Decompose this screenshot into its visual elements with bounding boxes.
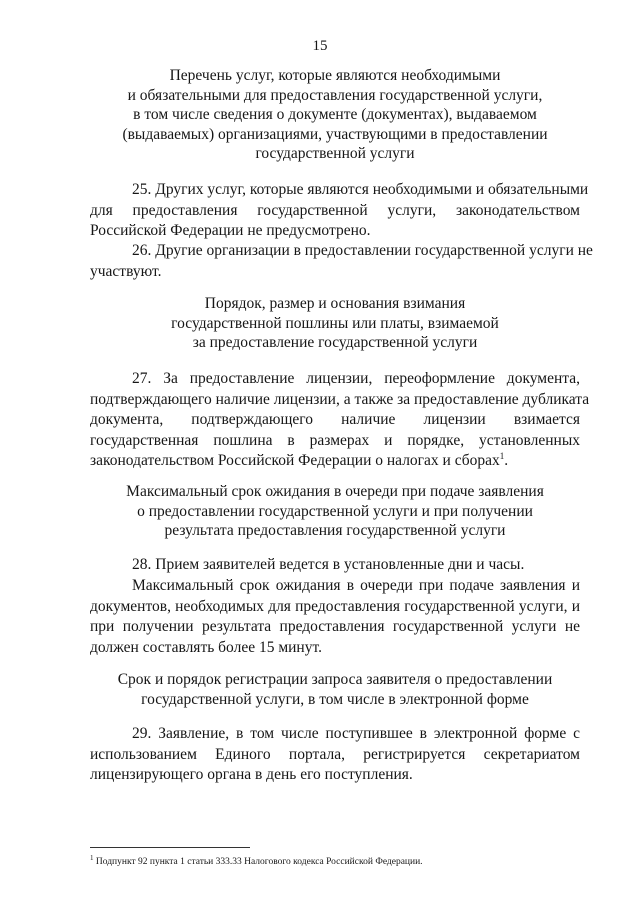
heading-line: государственной услуги: [255, 145, 415, 163]
paragraph-line: 27. За предоставление лицензии, переоформление документа,: [132, 370, 580, 387]
paragraph-line: Максимальный срок ожидания в очереди при подаче заявления и: [132, 577, 580, 594]
heading-queue: [90, 482, 580, 541]
paragraph-line: для предоставления государственной услуги, законодательством: [90, 201, 580, 219]
heading-line: в том числе сведения о документе (документах), выдаваемом: [133, 106, 537, 124]
paragraph-line: 26. Другие организации в предоставлении государственной услуги не: [132, 242, 593, 259]
paragraph-line: государственная пошлина в размерах и порядке, установленных: [90, 431, 580, 449]
heading-line: о предоставлении государственной услуги и при получении: [137, 502, 533, 520]
heading-line: Порядок, размер и основания взимания: [204, 295, 466, 312]
paragraph-28-continued: [90, 576, 580, 658]
heading-line: государственной пошлины или платы, взимаемой: [171, 314, 499, 332]
paragraph-27: [90, 369, 590, 472]
footnote-mark: 1: [90, 854, 94, 862]
footnote-reference[interactable]: 1: [499, 450, 505, 461]
paragraph-line: использованием Единого портала, регистрируется секретариатом: [90, 745, 580, 763]
heading-line: результата предоставления государственной услуги: [164, 522, 506, 540]
paragraph-line: документа, подтверждающего наличие лицензии взимается: [90, 411, 580, 428]
paragraph-line: должен составлять более 15 минут.: [90, 638, 322, 656]
paragraph-29: [90, 724, 580, 786]
paragraph-line: лицензирующего органа в день его поступления.: [90, 766, 413, 783]
heading-line: (выдаваемых) организациями, участвующими в предоставлении: [122, 125, 548, 143]
heading-line: за предоставление государственной услуги: [192, 334, 478, 352]
paragraph-line: 29. Заявление, в том числе поступившее в электронной форме с: [132, 725, 580, 742]
footnote: [90, 852, 590, 868]
paragraph-line: участвуют.: [90, 262, 162, 280]
heading-line: и обязательными для предоставления государственной услуги,: [127, 86, 543, 104]
heading-registration: [90, 670, 580, 709]
paragraph-line: 25. Других услуг, которые являются необходимыми и обязательными: [132, 181, 589, 198]
paragraph-line: 28. Прием заявителей ведется в установленные дни и часы.: [132, 556, 525, 573]
paragraph-28: [90, 555, 580, 576]
heading-line: государственной услуги, в том числе в электронной форме: [141, 690, 529, 708]
paragraph-line: документов, необходимых для предоставления государственной услуги, и: [90, 597, 580, 615]
heading-line: Срок и порядок регистрации запроса заявителя о предоставлении: [117, 671, 553, 688]
paragraph-line: при получении результата предоставления государственной услуги не: [90, 618, 580, 635]
paragraph-line: подтверждающего наличие лицензии, а также за предоставление дубликата: [90, 390, 590, 408]
heading-fee: [90, 294, 580, 353]
paragraph-26: [90, 241, 593, 282]
paragraph-line-text: законодательством Российской Федерации о налогах и сборах: [90, 452, 500, 469]
heading-line: Максимальный срок ожидания в очереди при подаче заявления: [126, 483, 544, 500]
paragraph-last-line: законодательством Российской Федерации о налогах и сборах$^1$.: [90, 450, 509, 469]
heading-line: Перечень услуг, которые являются необходимыми: [169, 67, 501, 84]
footnote-divider: [90, 847, 250, 848]
footnote-text: Подпункт 92 пункта 1 статьи 333.33 Налогового кодекса Российской Федерации.: [93, 857, 423, 868]
heading-services: [90, 66, 580, 164]
page-number: 15: [312, 38, 328, 54]
paragraph-25: [90, 180, 589, 242]
paragraph-line: Российской Федерации не предусмотрено.: [90, 222, 371, 239]
